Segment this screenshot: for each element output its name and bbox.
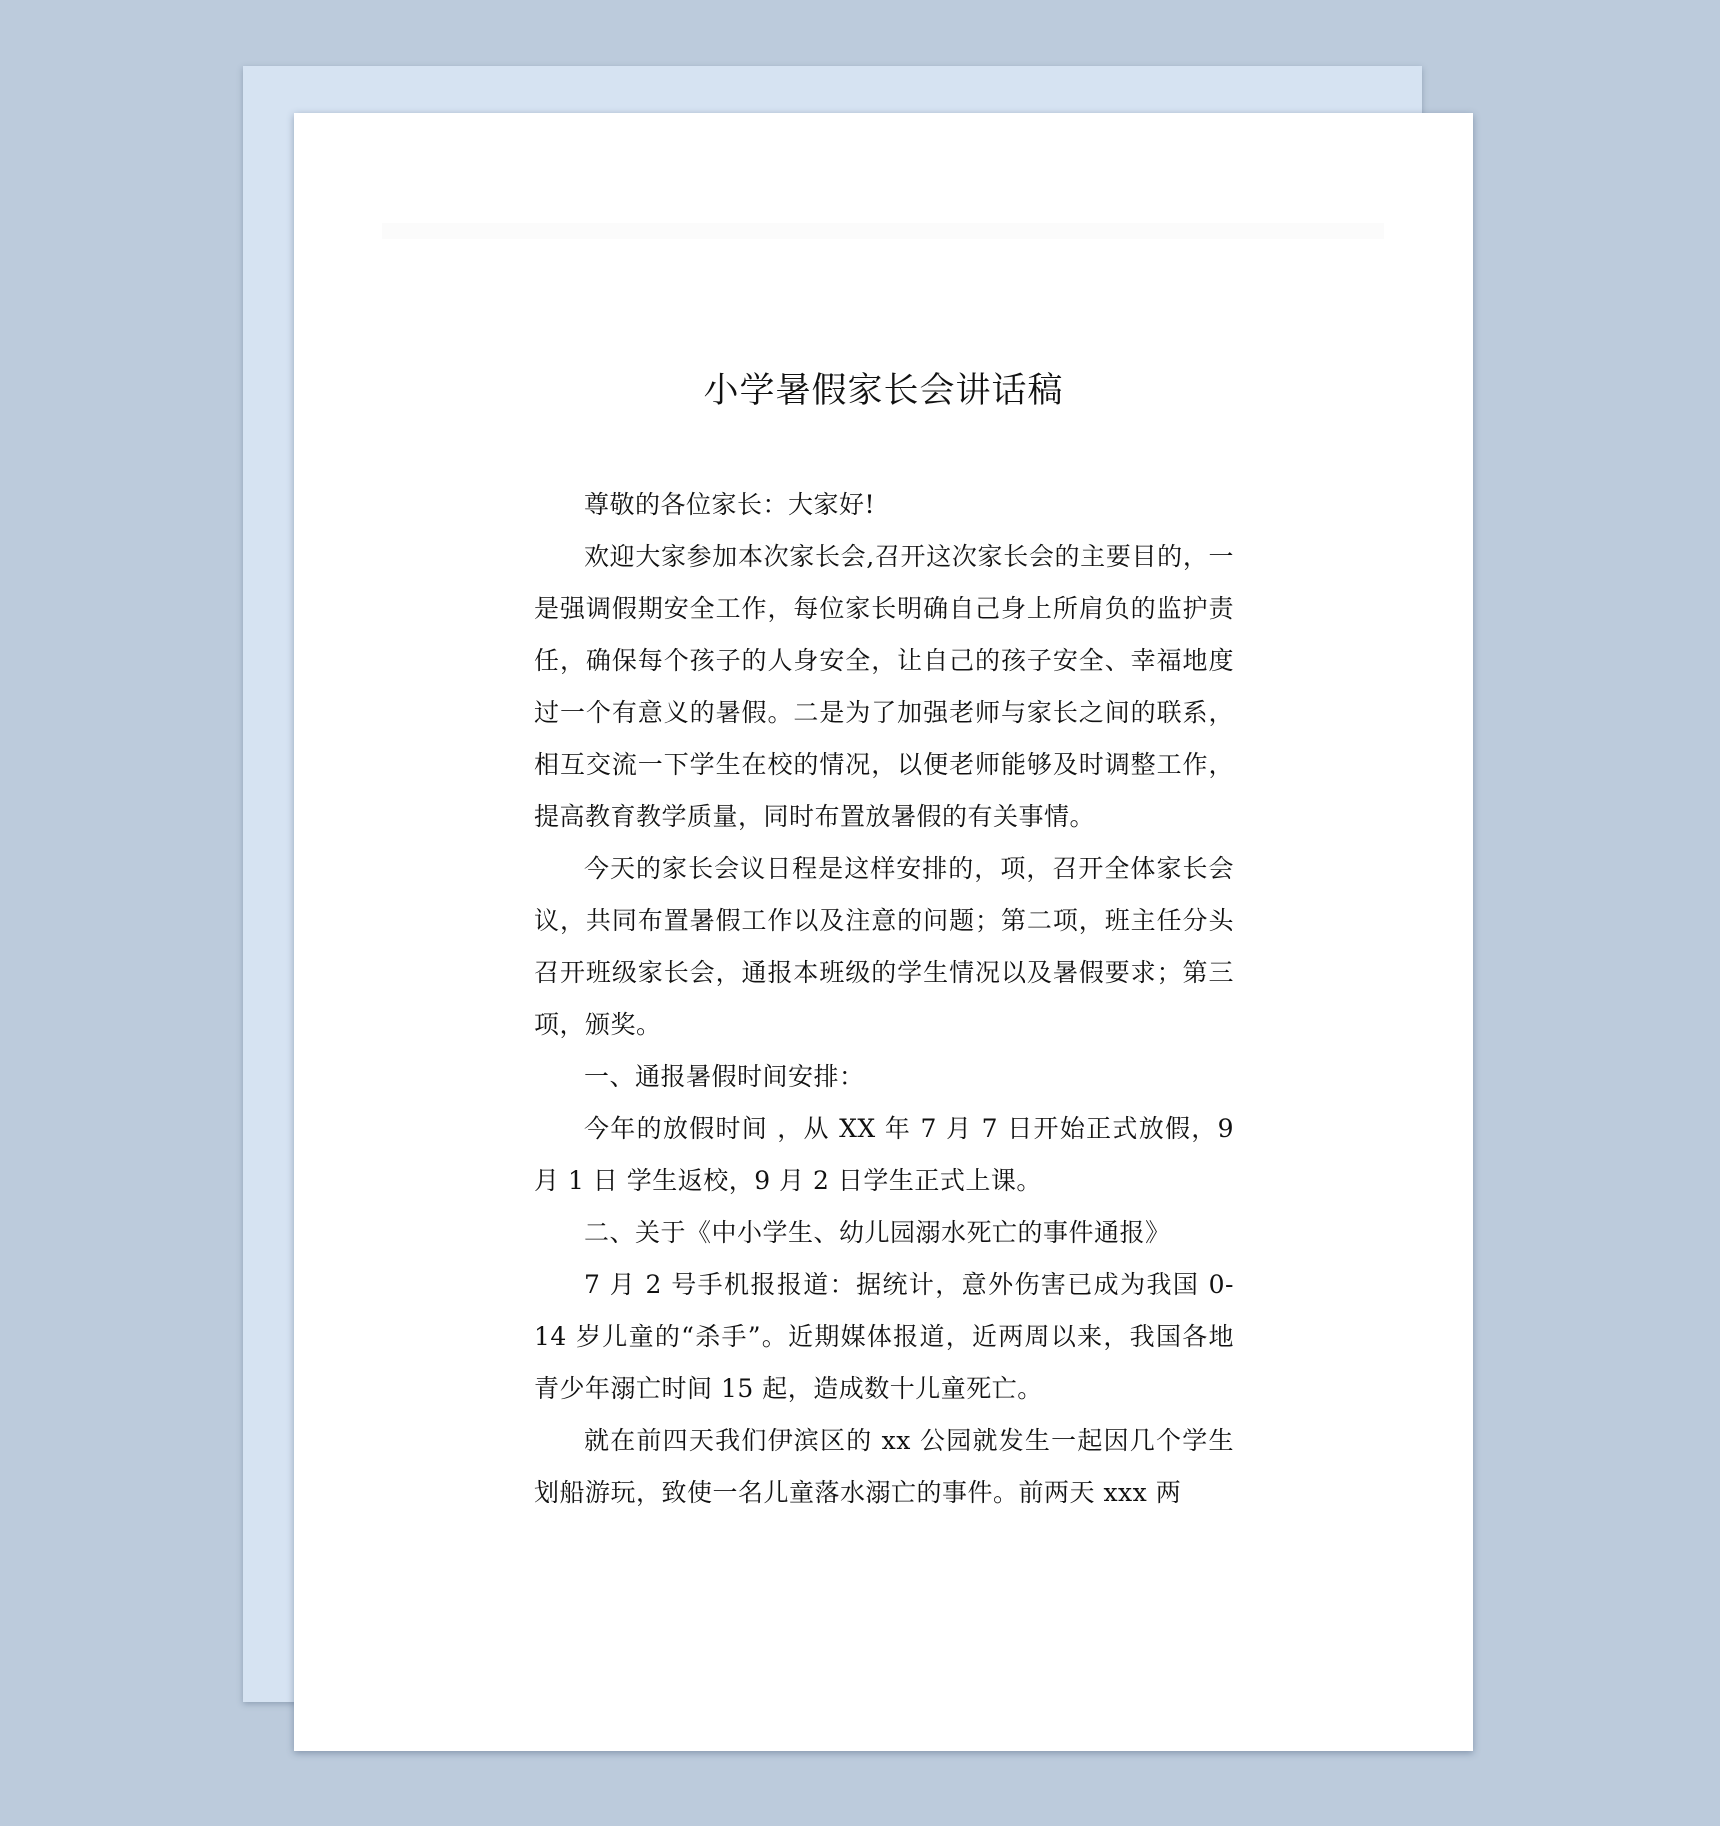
paragraph-purpose: 欢迎大家参加本次家长会,召开这次家长会的主要目的，一是强调假期安全工作，每位家长明确自己身上所肩负的监护责任，确保每个孩子的人身安全，让自己的孩子安全、幸福地度过一个有意义的暑假。二是为了加强老师与家长之间的联系，相互交流一下学生在校的情况，以便老师能够及时调整工作，提高教育教学质量，同时布置放暑假的有关事情。 bbox=[534, 542, 1234, 831]
document-page bbox=[294, 113, 1473, 1751]
section-heading-drowning-report: 二、关于《中小学生、幼儿园溺水死亡的事件通报》 bbox=[584, 1218, 1171, 1247]
document-body bbox=[534, 479, 1234, 1519]
header-strip bbox=[382, 223, 1384, 239]
paragraph-greeting: 尊敬的各位家长：大家好! bbox=[584, 490, 876, 519]
document-title: 小学暑假家长会讲话稿 bbox=[703, 371, 1064, 411]
section-heading-schedule: 一、通报暑假时间安排： bbox=[584, 1062, 865, 1091]
paragraph-schedule: 今年的放假时间 ，从 XX 年 7 月 7 日开始正式放假，9 月 1 日 学生返校，9 月 2 日学生正式上课。 bbox=[534, 1114, 1234, 1195]
paragraph-statistics: 7 月 2 号手机报报道：据统计，意外伤害已成为我国 0-14 岁儿童的“杀手”。近期媒体报道，近两周以来，我国各地青少年溺亡时间 15 起，造成数十儿童死亡。 bbox=[534, 1270, 1234, 1403]
paragraph-local-incident: 就在前四天我们伊滨区的 xx 公园就发生一起因几个学生划船游玩，致使一名儿童落水溺亡的事件。前两天 xxx 两 bbox=[534, 1426, 1234, 1507]
paragraph-agenda: 今天的家长会议日程是这样安排的，项，召开全体家长会议，共同布置暑假工作以及注意的问题；第二项，班主任分头召开班级家长会，通报本班级的学生情况以及暑假要求；第三项，颁奖。 bbox=[534, 854, 1234, 1039]
